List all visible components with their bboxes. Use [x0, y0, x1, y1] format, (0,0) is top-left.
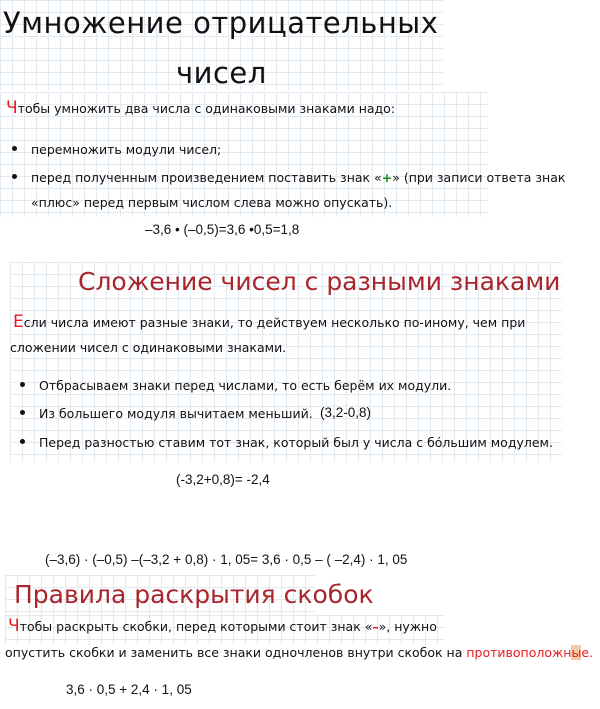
section1-title-line1: Умножение отрицательных: [3, 6, 439, 40]
plus-sign: +: [381, 170, 393, 185]
list-item: [12, 170, 565, 185]
result-formula: 3,6 · 0,5 + 2,4 · 1, 05: [66, 682, 192, 697]
rule-text: опустить скобки и заменить все знаки одночленов внутри скобок на: [5, 645, 467, 660]
section3-intro: [8, 616, 437, 636]
intro-initial: Е: [13, 312, 24, 332]
list-item-text: Перед разностью ставим тот знак, который был у числа с бóльшим модулем.: [39, 435, 553, 450]
combined-expression: (–3,6) · (–0,5) –(–3,2 + 0,8) · 1, 05= 3,6 · 0,5 – ( –2,4) · 1, 05: [45, 552, 408, 567]
list-item-text: перед полученным произведением поставить знак «: [31, 170, 382, 185]
intro-text: сли числа имеют разные знаки, то действуем несколько по-иному, чем при: [23, 315, 526, 330]
intro-text: тобы раскрыть скобки, перед которыми стоит знак «: [19, 619, 373, 634]
bullet-note: (3,2-0,8): [320, 405, 372, 420]
section2-intro-line2: сложении чисел с одинаковыми знаками.: [10, 340, 287, 355]
section3-title: Правила раскрытия скобок: [14, 580, 374, 609]
list-item-text: Из большего модуля вычитаем меньший.: [39, 406, 313, 421]
rule-emphasis-end: е.: [581, 645, 593, 660]
intro-text: тобы умножить два числа с одинаковыми знаками надо:: [17, 101, 396, 116]
section1-title-line2: чисел: [176, 56, 267, 90]
list-item: [12, 142, 221, 157]
section3-line2: [5, 645, 593, 660]
intro-initial: Ч: [8, 616, 20, 636]
section2-intro: [13, 312, 525, 332]
intro-initial: Ч: [6, 98, 18, 118]
highlighted-letter: ы: [571, 645, 582, 660]
bullet-icon: [12, 174, 17, 179]
list-item-text: » (при записи ответа знак: [392, 170, 566, 185]
section1-intro: [6, 98, 395, 118]
list-item-continuation: «плюс» перед первым числом слева можно опускать).: [31, 195, 393, 210]
minus-sign: –: [372, 619, 379, 634]
bullet-icon: [20, 382, 25, 387]
bullet-icon: [12, 146, 17, 151]
list-item-text: Отбрасываем знаки перед числами, то есть берём их модули.: [39, 378, 452, 393]
bullet-icon: [20, 439, 25, 444]
list-item: [20, 378, 451, 393]
example-formula: (-3,2+0,8)= -2,4: [176, 472, 270, 487]
bullet-icon: [20, 410, 25, 415]
rule-emphasis: противоположн: [466, 645, 572, 660]
section2-title: Сложение чисел с разными знаками: [78, 267, 561, 296]
list-item: [20, 435, 553, 450]
example-formula: –3,6 • (–0,5)=3,6 •0,5=1,8: [145, 222, 300, 237]
intro-text: », нужно: [378, 619, 437, 634]
list-item: [20, 406, 313, 421]
list-item-text: перемножить модули чисел;: [31, 142, 222, 157]
